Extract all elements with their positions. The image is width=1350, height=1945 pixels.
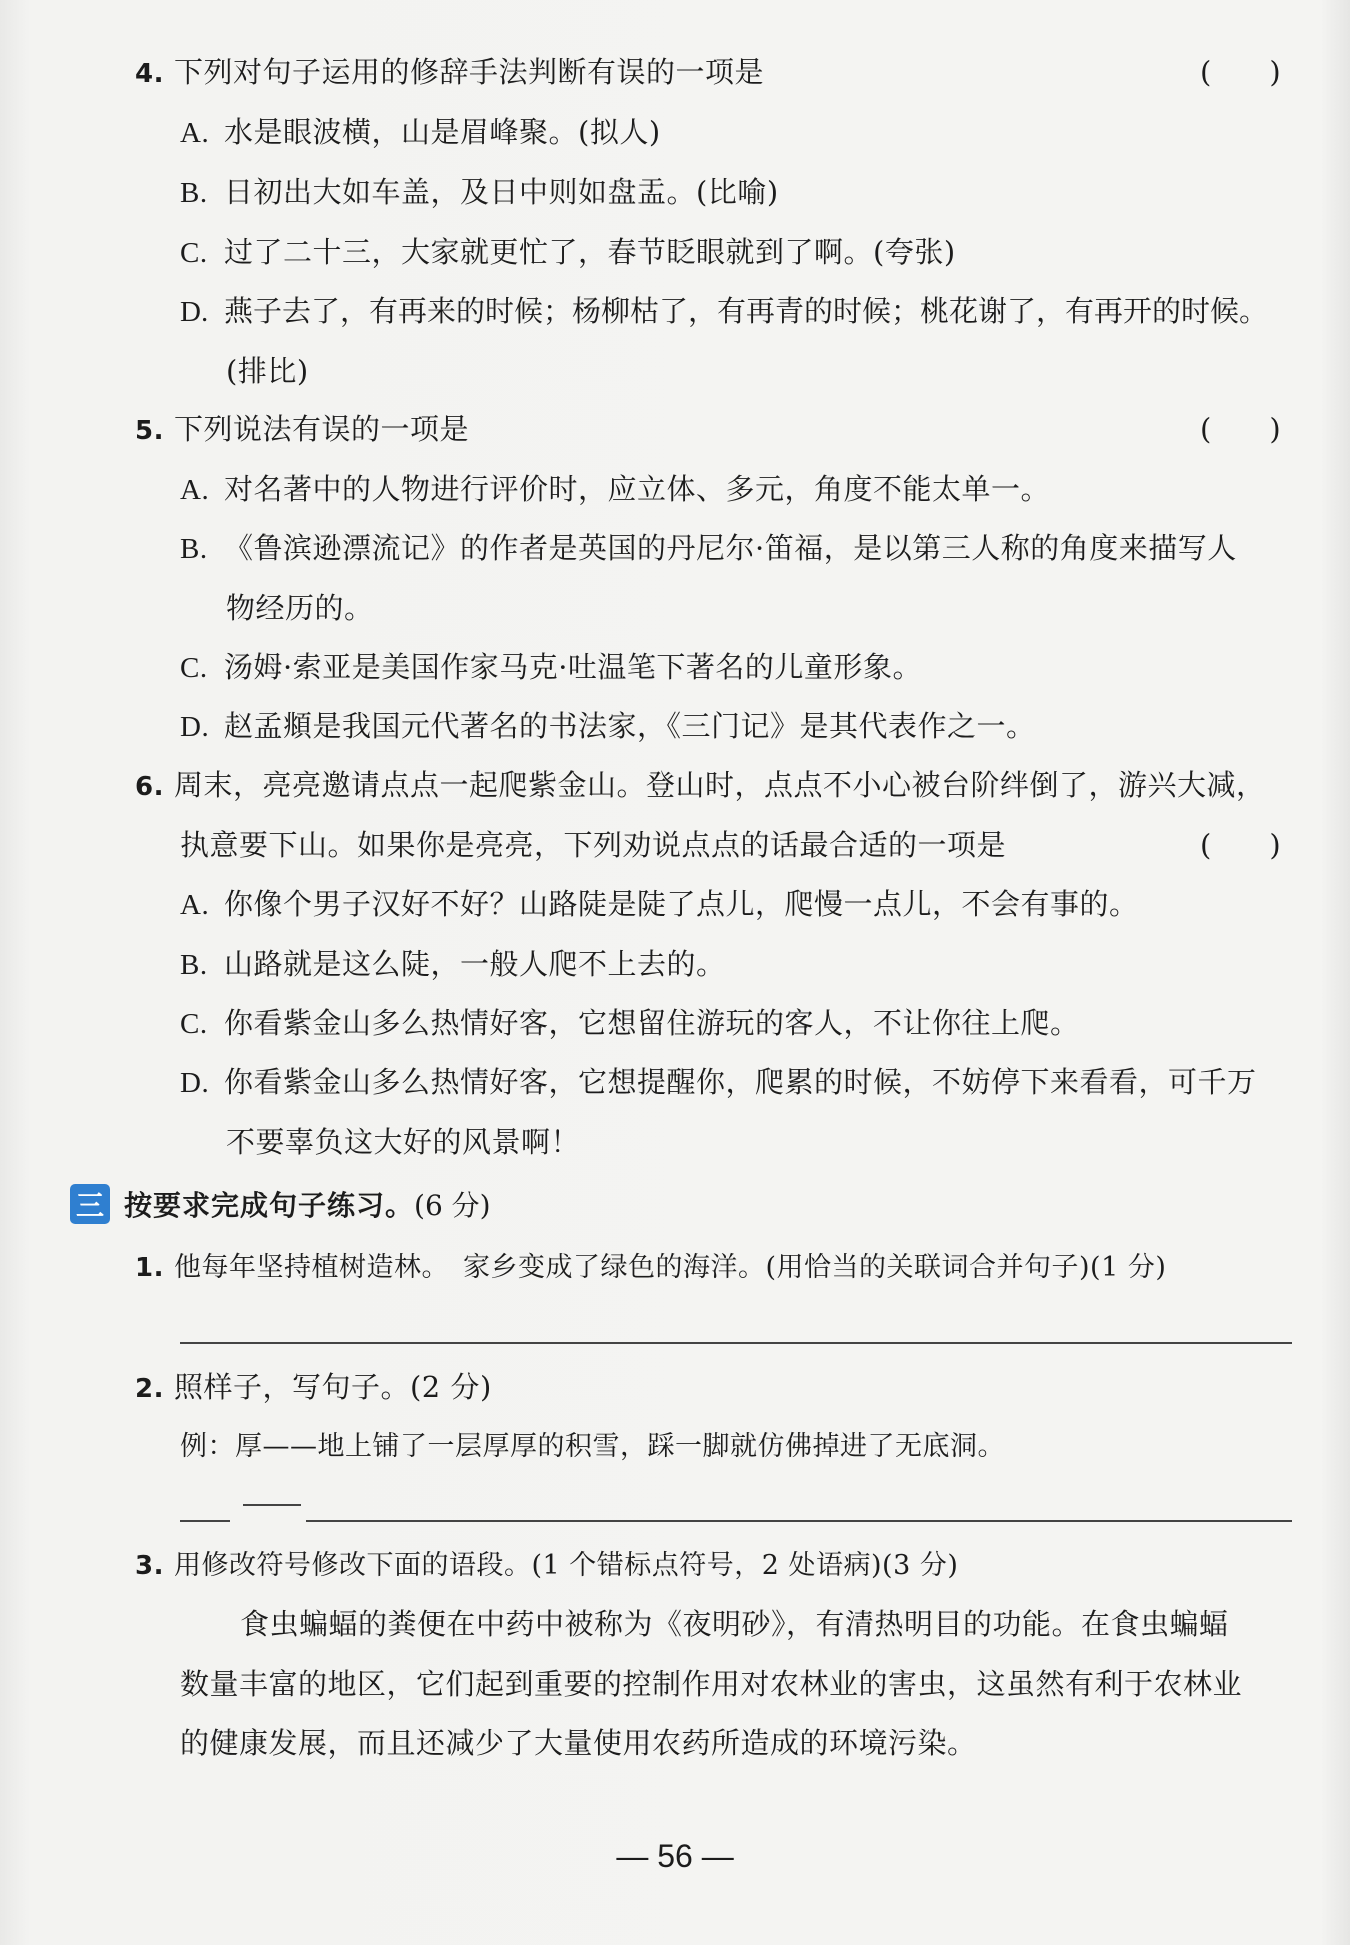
s1-answer-line[interactable] bbox=[180, 1342, 1292, 1344]
s2-example: 例：厚——地上铺了一层厚厚的积雪，踩一脚就仿佛掉进了无底洞。 bbox=[180, 1431, 1005, 1462]
page-number: — 56 — bbox=[616, 1838, 734, 1874]
q5-option-d: D. 赵孟頫是我国元代著名的书法家，《三门记》是其代表作之一。 bbox=[180, 709, 1036, 743]
s3-number: 3. bbox=[135, 1551, 164, 1581]
section-score: (6 分) bbox=[414, 1189, 491, 1222]
s3-paragraph-line1: 食虫蝙蝠的粪便在中药中被称为《夜明砂》，有清热明目的功能。在食虫蝙蝠 bbox=[240, 1607, 1229, 1641]
q6-option-c: C. 你看紫金山多么热情好客，它想留住游玩的客人，不让你往上爬。 bbox=[180, 1006, 1080, 1040]
q5-answer-paren[interactable]: ( ) bbox=[1200, 412, 1281, 446]
q4-option-c: C. 过了二十三，大家就更忙了，春节眨眼就到了啊。(夸张) bbox=[180, 235, 956, 269]
s2-dash-mark bbox=[243, 1504, 301, 1506]
s1-number: 1. bbox=[135, 1253, 164, 1283]
q4-number: 4. bbox=[135, 59, 164, 89]
q4-option-a: A. 水是眼波横，山是眉峰聚。(拟人) bbox=[180, 115, 661, 149]
q6-answer-paren[interactable]: ( ) bbox=[1200, 828, 1281, 862]
q6-number: 6. bbox=[135, 772, 164, 802]
s2-answer-line[interactable] bbox=[306, 1520, 1292, 1522]
q5-number: 5. bbox=[135, 416, 164, 446]
q6-stem-line1: 6. 周末，亮亮邀请点点一起爬紫金山。登山时，点点不小心被台阶绊倒了，游兴大减， bbox=[135, 768, 1266, 802]
s2-prompt: 2. 照样子，写句子。(2 分) bbox=[135, 1370, 492, 1404]
q6-stem-line2: 执意要下山。如果你是亮亮，下列劝说点点的话最合适的一项是 bbox=[180, 828, 1007, 862]
q5-stem bbox=[135, 409, 469, 451]
q4-stem-text: 下列对句子运用的修辞手法判断有误的一项是 bbox=[173, 55, 764, 89]
q4-option-d: D. 燕子去了，有再来的时候；杨柳枯了，有再青的时候；桃花谢了，有再开的时候。 bbox=[180, 294, 1269, 328]
q6-option-a: A. 你像个男子汉好不好？山路陡是陡了点儿，爬慢一点儿，不会有事的。 bbox=[180, 887, 1139, 921]
s3-prompt: 3. 用修改符号修改下面的语段。(1 个错标点符号，2 处语病)(3 分) bbox=[135, 1550, 959, 1581]
q6-option-d-continuation: 不要辜负这大好的风景啊！ bbox=[226, 1125, 581, 1159]
section-title: 按要求完成句子练习。 bbox=[124, 1189, 415, 1222]
q5-stem-text: 下列说法有误的一项是 bbox=[173, 412, 469, 446]
q5-option-b-continuation: 物经历的。 bbox=[226, 591, 374, 625]
section-number-badge: 三 bbox=[70, 1184, 110, 1224]
s2-number: 2. bbox=[135, 1374, 164, 1404]
s3-paragraph-line2: 数量丰富的地区，它们起到重要的控制作用对农林业的害虫，这虽然有利于农林业 bbox=[180, 1667, 1243, 1701]
q5-option-c: C. 汤姆·索亚是美国作家马克·吐温笔下著名的儿童形象。 bbox=[180, 650, 922, 684]
section-3-header bbox=[70, 1183, 491, 1225]
q6-option-b: B. 山路就是这么陡，一般人爬不上去的。 bbox=[180, 947, 726, 981]
q4-option-b: B. 日初出大如车盖，及日中则如盘盂。(比喻) bbox=[180, 175, 779, 209]
q4-option-d-continuation: (排比) bbox=[226, 354, 309, 388]
q4-stem bbox=[135, 52, 764, 94]
s3-paragraph-line3: 的健康发展，而且还减少了大量使用农药所造成的环境污染。 bbox=[180, 1726, 977, 1760]
q4-answer-paren[interactable]: ( ) bbox=[1200, 55, 1281, 89]
s1-prompt: 1. 他每年坚持植树造林。 家乡变成了绿色的海洋。(用恰当的关联词合并句子)(1 分) bbox=[135, 1252, 1167, 1283]
q6-option-d: D. 你看紫金山多么热情好客，它想提醒你，爬累的时候，不妨停下来看看，可千万 bbox=[180, 1065, 1257, 1099]
q5-option-b: B. 《鲁滨逊漂流记》的作者是英国的丹尼尔·笛福，是以第三人称的角度来描写人 bbox=[180, 531, 1237, 565]
q5-option-a: A. 对名著中的人物进行评价时，应立体、多元，角度不能太单一。 bbox=[180, 472, 1051, 506]
s2-answer-blank-word[interactable] bbox=[180, 1520, 230, 1522]
